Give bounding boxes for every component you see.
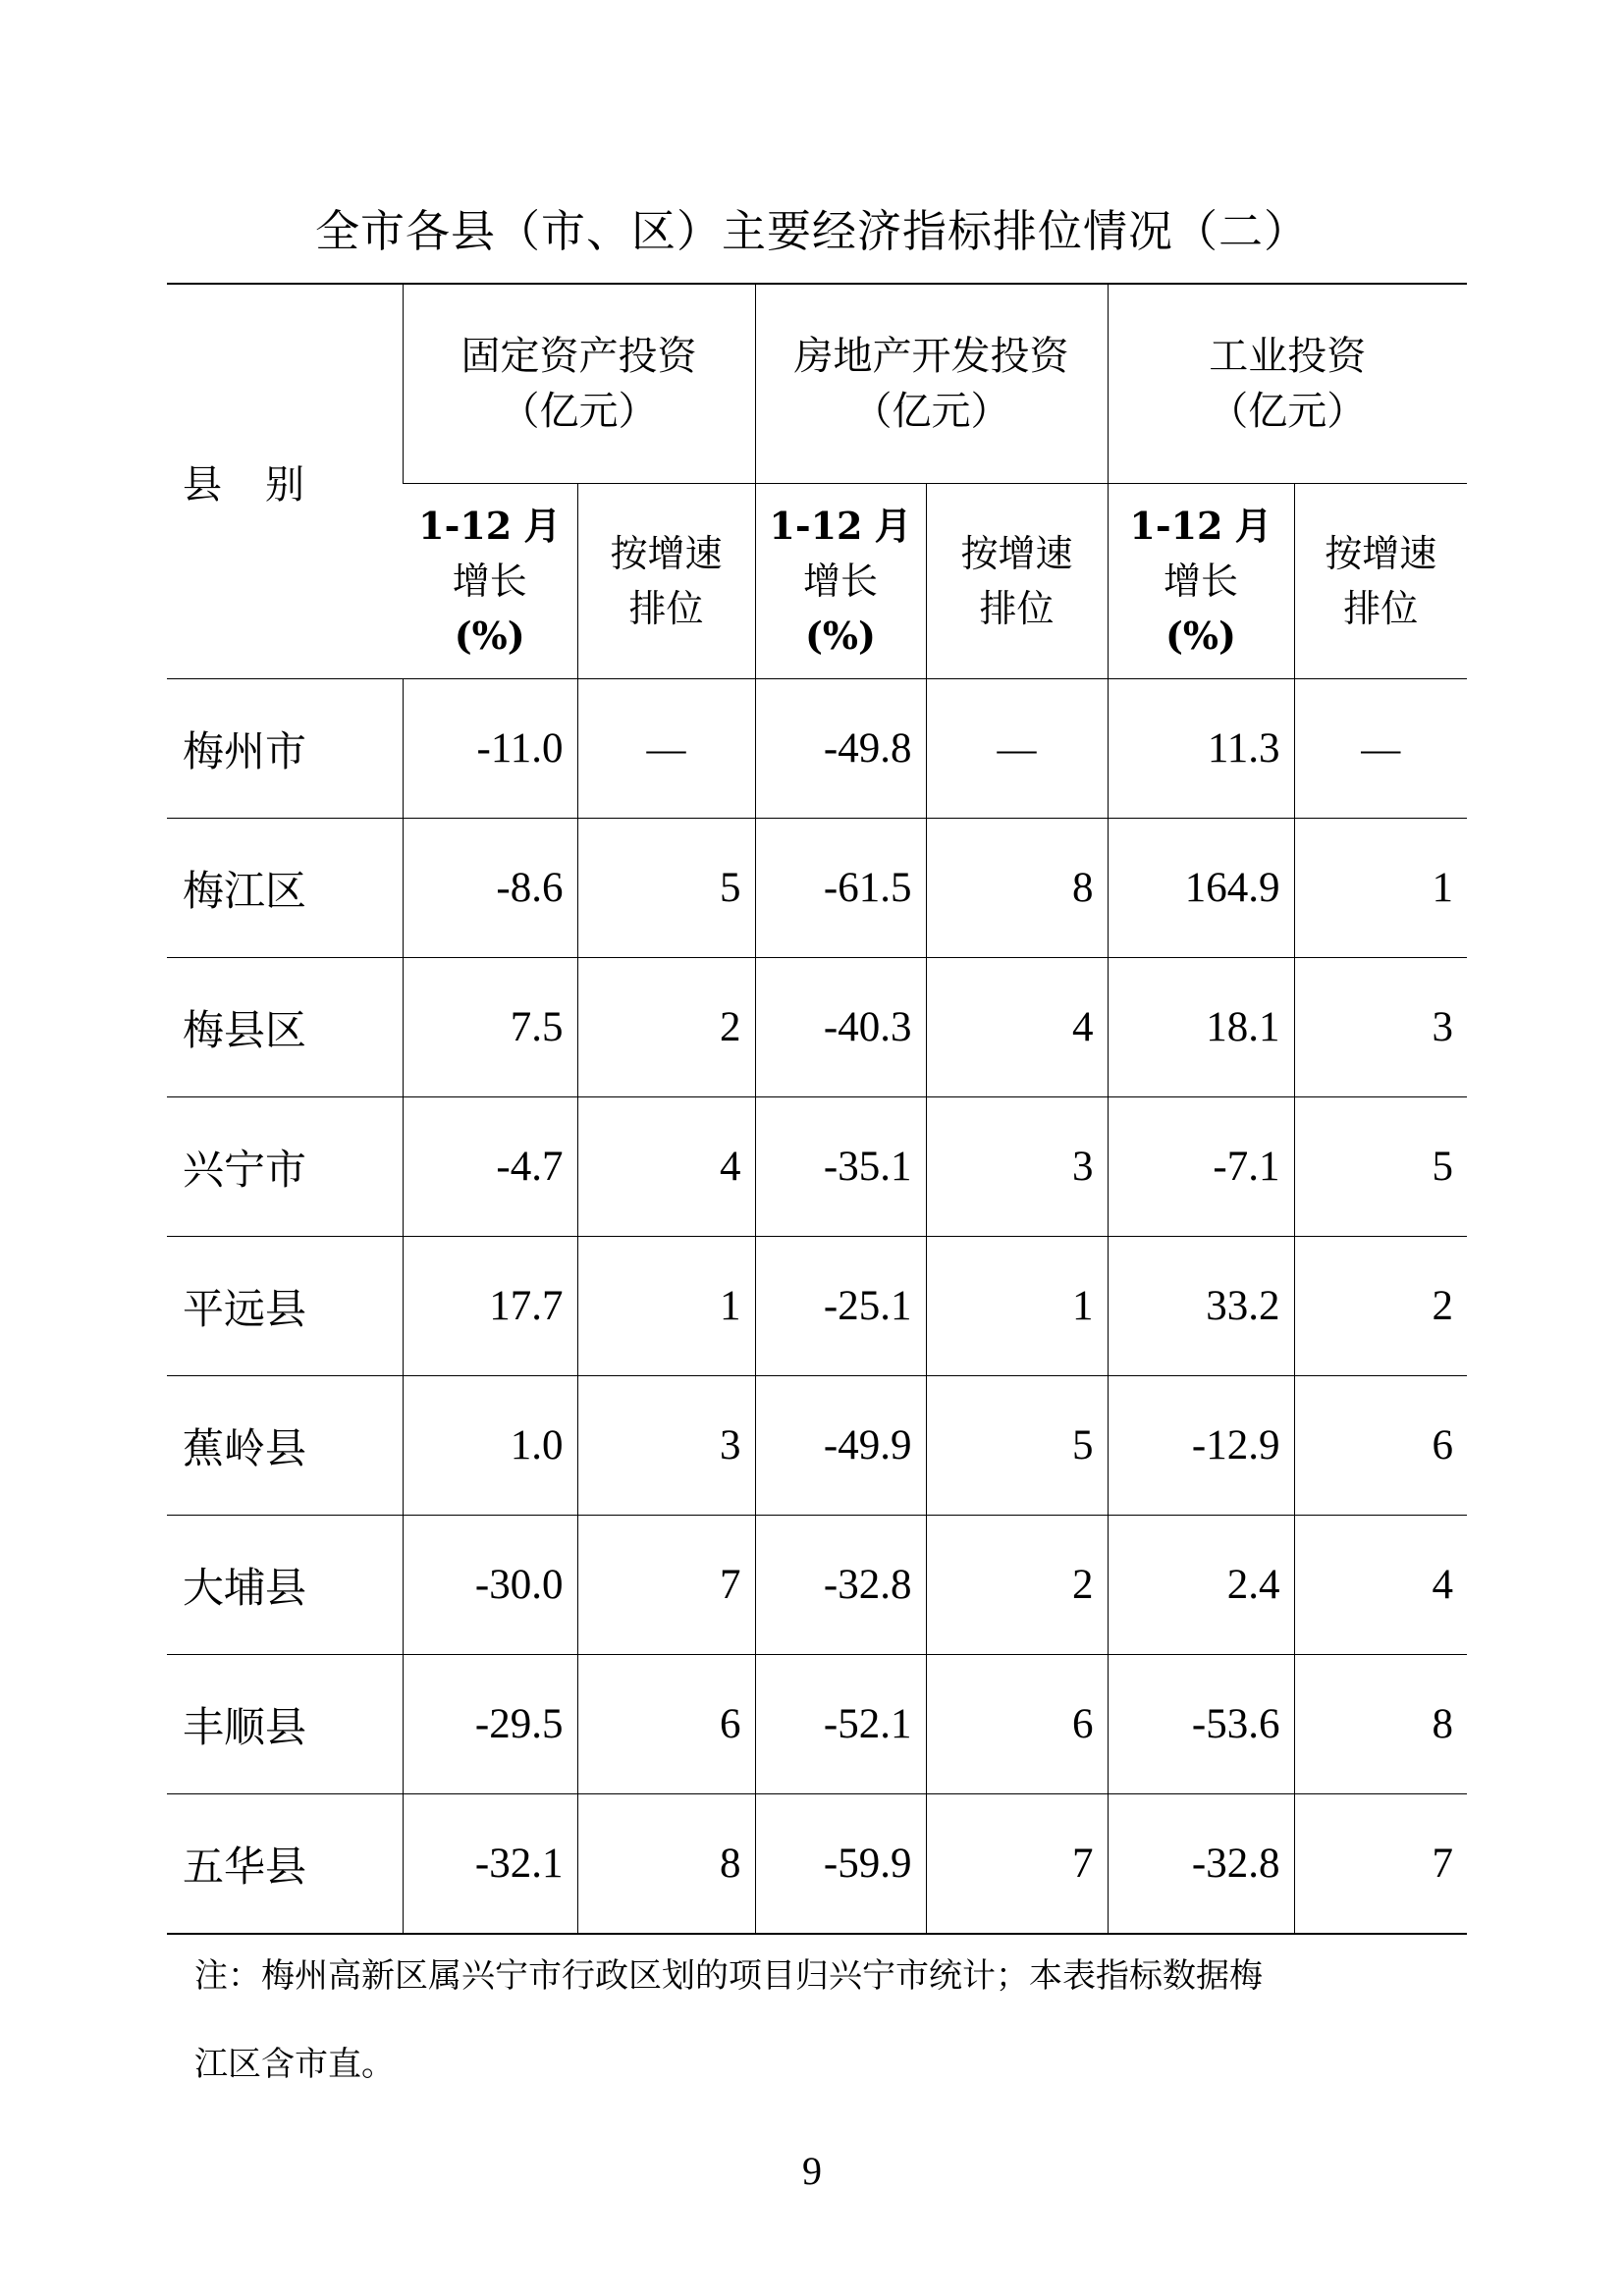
header-real-estate-investment: 房地产开发投资 （亿元）: [755, 284, 1108, 484]
growth-unit: (%): [1164, 614, 1237, 658]
rank-label-line: 排位: [628, 587, 704, 630]
growth-value: -11.0: [403, 679, 577, 819]
table-row: [167, 1237, 1467, 1376]
table-row: [167, 679, 1467, 819]
growth-unit: (%): [454, 614, 525, 658]
growth-value: -30.0: [403, 1516, 577, 1655]
header-growth: [403, 484, 577, 679]
table-row: [167, 958, 1467, 1097]
rank-value: 5: [1294, 1097, 1467, 1237]
table-row: [167, 1655, 1467, 1794]
growth-value: -35.1: [755, 1097, 926, 1237]
rank-value: 5: [926, 1376, 1108, 1516]
table-row: [167, 1376, 1467, 1516]
rank-value: —: [926, 679, 1108, 819]
growth-value: -52.1: [755, 1655, 926, 1794]
region-name: 大埔县: [167, 1516, 403, 1655]
rank-value: —: [1294, 679, 1467, 819]
growth-value: -32.1: [403, 1794, 577, 1935]
region-name: 平远县: [167, 1237, 403, 1376]
rank-value: 4: [577, 1097, 755, 1237]
rank-value: 3: [1294, 958, 1467, 1097]
footnote-line: 江区含市直。: [194, 2045, 395, 2084]
region-name: 梅县区: [167, 958, 403, 1097]
region-name: 兴宁市: [167, 1097, 403, 1237]
rank-label-line: 按增速: [1325, 532, 1437, 575]
rank-value: 7: [1294, 1794, 1467, 1935]
growth-value: -4.7: [403, 1097, 577, 1237]
rank-label-line: 按增速: [960, 532, 1073, 575]
table-row: [167, 819, 1467, 958]
growth-value: -49.8: [755, 679, 926, 819]
rank-value: 7: [577, 1516, 755, 1655]
rank-value: 8: [577, 1794, 755, 1935]
rank-value: 4: [1294, 1516, 1467, 1655]
rank-value: 3: [577, 1376, 755, 1516]
rank-value: 2: [1294, 1237, 1467, 1376]
growth-period-unit: 月: [1234, 504, 1272, 548]
table-body: [167, 679, 1467, 1935]
growth-value: -7.1: [1108, 1097, 1294, 1237]
growth-value: -61.5: [755, 819, 926, 958]
growth-value: -32.8: [1108, 1794, 1294, 1935]
growth-value: -8.6: [403, 819, 577, 958]
growth-value: 164.9: [1108, 819, 1294, 958]
growth-value: -49.9: [755, 1376, 926, 1516]
rank-value: 6: [1294, 1376, 1467, 1516]
table-row: [167, 1097, 1467, 1237]
rank-value: 7: [926, 1794, 1108, 1935]
growth-period-number: 1-12: [418, 504, 513, 548]
growth-value: 33.2: [1108, 1237, 1294, 1376]
header-rank: [577, 484, 755, 679]
region-name: 梅州市: [167, 679, 403, 819]
growth-value: -29.5: [403, 1655, 577, 1794]
rank-value: 2: [926, 1516, 1108, 1655]
header-region: 县 别: [167, 284, 403, 679]
growth-period-number: 1-12: [1129, 504, 1223, 548]
rank-label-line: 排位: [979, 587, 1055, 630]
growth-label: 增长: [1163, 560, 1238, 603]
page-title: 全市各县（市、区）主要经济指标排位情况（二）: [314, 205, 1309, 257]
region-name: 丰顺县: [167, 1655, 403, 1794]
rank-value: 1: [577, 1237, 755, 1376]
page-number: 9: [802, 2149, 822, 2193]
footnote-line: 注：梅州高新区属兴宁市行政区划的项目归兴宁市统计；本表指标数据梅: [194, 1956, 1263, 1996]
rank-value: 4: [926, 958, 1108, 1097]
growth-value: -32.8: [755, 1516, 926, 1655]
growth-value: -25.1: [755, 1237, 926, 1376]
growth-period-unit: 月: [523, 504, 562, 548]
rank-value: —: [577, 679, 755, 819]
header-growth: [755, 484, 926, 679]
rank-value: 2: [577, 958, 755, 1097]
growth-value: -40.3: [755, 958, 926, 1097]
growth-value: 17.7: [403, 1237, 577, 1376]
rank-value: 6: [577, 1655, 755, 1794]
table-row: [167, 1794, 1467, 1935]
growth-label: 增长: [452, 560, 527, 603]
header-rank: [1294, 484, 1467, 679]
growth-value: 2.4: [1108, 1516, 1294, 1655]
rank-value: 8: [1294, 1655, 1467, 1794]
growth-value: 7.5: [403, 958, 577, 1097]
growth-period-number: 1-12: [769, 504, 863, 548]
growth-value: 18.1: [1108, 958, 1294, 1097]
header-rank: [926, 484, 1108, 679]
growth-label: 增长: [802, 560, 878, 603]
header-row-groups: [167, 284, 1467, 484]
growth-value: -53.6: [1108, 1655, 1294, 1794]
growth-value: 1.0: [403, 1376, 577, 1516]
region-name: 梅江区: [167, 819, 403, 958]
rank-value: 6: [926, 1655, 1108, 1794]
growth-value: -12.9: [1108, 1376, 1294, 1516]
rank-value: 1: [926, 1237, 1108, 1376]
region-name: 五华县: [167, 1794, 403, 1935]
header-industrial-investment: 工业投资 （亿元）: [1108, 284, 1467, 484]
rank-value: 3: [926, 1097, 1108, 1237]
growth-value: -59.9: [755, 1794, 926, 1935]
rank-value: 5: [577, 819, 755, 958]
region-name: 蕉岭县: [167, 1376, 403, 1516]
ranking-table: [167, 283, 1467, 1935]
footnote: [194, 1932, 1432, 2109]
rank-label-line: 按增速: [610, 532, 723, 575]
header-fixed-asset-investment: 固定资产投资 （亿元）: [403, 284, 755, 484]
rank-value: 8: [926, 819, 1108, 958]
rank-value: 1: [1294, 819, 1467, 958]
rank-label-line: 排位: [1343, 587, 1419, 630]
growth-period-unit: 月: [874, 504, 912, 548]
table-row: [167, 1516, 1467, 1655]
header-growth: [1108, 484, 1294, 679]
growth-unit: (%): [804, 614, 877, 658]
growth-value: 11.3: [1108, 679, 1294, 819]
